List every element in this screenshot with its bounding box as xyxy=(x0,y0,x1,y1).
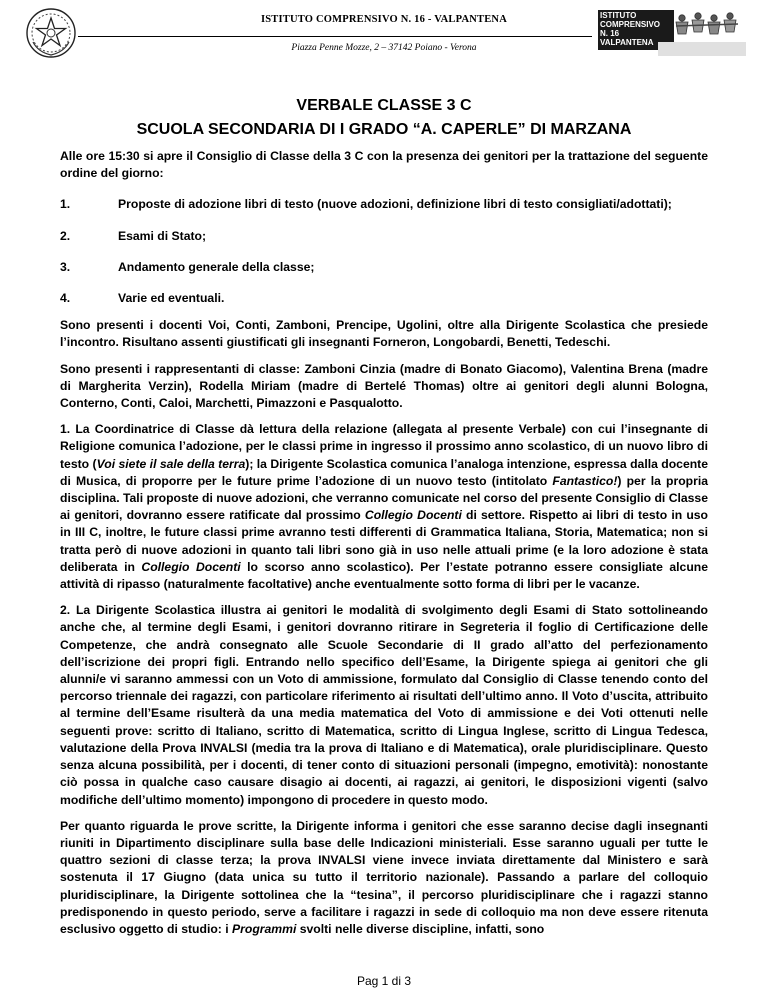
teachers-paragraph: Sono presenti i docenti Voi, Conti, Zamboni, Prencipe, Ugolini, oltre alla Dirigente Scolastica che presiede l’incontro. Risultano assenti giustificati gli insegnanti Forneron, Longobardi, Benetti, Tedeschi. xyxy=(60,318,708,350)
text-run: di settore. Rispetto ai libri di testo in uso in III C, inoltre, le future classi prime avranno testi differenti di Grammatica Italiana, Storia, Matematica; non si tratta però di nuove adozioni in quanto tali libri sono già in uso nelle attuali prime (e la loro adozione è stata deliberata in xyxy=(60,508,708,574)
agenda-number: 3. xyxy=(60,259,71,274)
book-title: Fantastico! xyxy=(552,473,618,488)
agenda-item xyxy=(60,228,708,245)
agenda-text: Varie ed eventuali. xyxy=(118,291,225,306)
italic-term: Programmi xyxy=(232,921,297,936)
agenda-text: Andamento generale della classe; xyxy=(118,259,315,274)
text-run: 1. La Coordinatrice di Classe dà lettura della relazione (allegata al presente Verbale) con cui l’insegnante di Religione comunica l’adozione, per le classi prime in ingresso il prossimo anno scolastico, di un nuovo libro di testo ( xyxy=(60,422,708,471)
item-1-paragraph xyxy=(60,421,708,593)
school-logo xyxy=(598,8,748,58)
item-2-paragraph: 2. La Dirigente Scolastica illustra ai genitori le modalità di svolgimento degli Esami di Stato sottolineando anche che, al termine degli Esami, i genitori dovranno ritirare in Segreteria il foglio di Certificazione delle Competenze, che andrà consegnato alle Scuole Secondarie di II grado all’atto del perfezionamento dell’iscrizione dei propri figli. Entrando nello specifico dell’Esame, la Dirigente spiega ai genitori che gli alunni/e vi saranno ammessi con un Voto di ammissione, formulato dal Consiglio di Classe tenendo conto del percorso triennale dei ragazzi, con particolare riferimento ai risultati dell’ultimo anno. Il Voto d’uscita, attribuito al termine dell’Esame risulterà da una media matematica del Voto di ammissione e dei Voti ottenuti nelle seguenti prove: scritto di Italiano, scritto di Matematica, scritto di Lingua Inglese, scritto di Lingua Tedesca, valutazione della Prova INVALSI (media tra la prova di Italiano e di Matematica), orale pluridisciplinare. Questo senza alcuna possibilità, per i docenti, di tener conto di situazioni personali (impegno, emotività): nonostante ciò possa in qualche caso causare disagio ai docenti, ai ragazzi, ai genitori, le disposizioni vigenti (salvo modifiche dell’ultimo momento) impongono di procedere in questo modo. xyxy=(60,603,708,807)
school-address: Piazza Penne Mozze, 2 – 37142 Poiano - Verona xyxy=(291,43,477,53)
logo-line-4: VALPANTENA xyxy=(600,38,654,47)
document-subtitle: SCUOLA SECONDARIA DI I GRADO “A. CAPERLE” DI MARZANA xyxy=(136,121,632,138)
book-title: Voi siete il sale della terra xyxy=(96,456,246,471)
written-tests-paragraph xyxy=(60,818,708,938)
agenda-number: 4. xyxy=(60,291,71,306)
logo-line-2: COMPRENSIVO xyxy=(600,20,661,29)
logo-line-1: ISTITUTO xyxy=(600,11,637,20)
header-divider xyxy=(78,36,592,37)
text-run: svolti nelle diverse discipline, infatti, sono xyxy=(296,921,545,936)
italic-term: Collegio Docenti xyxy=(364,508,462,523)
page-header xyxy=(0,0,768,80)
document-body xyxy=(60,148,708,947)
agenda-text: Proposte di adozione libri di testo (nuove adozioni, definizione libri di testo consigliati/adottati); xyxy=(118,197,672,212)
text-run: Per quanto riguarda le prove scritte, la Dirigente informa i genitori che esse saranno decise dagli insegnanti riuniti in Dipartimento disciplinare sulla base delle Indicazioni ministeriali. Esse saranno uguali per tutte le quattro sezioni di classe terza; la prova INVALSI viene invece inviata direttamente dal Ministero e sarà sostenuta il 17 Giugno (data unica su tutto il territorio nazionale). Passando a parlare del colloquio pluridisciplinare, la Dirigente sottolinea che la “tesina”, il percorso pluridisciplinare che i ragazzi stanno predisponendo in questo periodo, serve a facilitare i ragazzi in sede di colloquio ma non deve essere ritenuta esclusivo oggetto di studio: i xyxy=(60,818,708,936)
document-title: VERBALE CLASSE 3 C xyxy=(296,97,472,114)
agenda-number: 1. xyxy=(60,197,71,212)
agenda-text: Esami di Stato; xyxy=(118,228,207,243)
text-run: ); la Dirigente Scolastica comunica l’analoga intenzione, espressa dalla docente di Musica, di proporre per le future prime l’adozione di un nuovo testo (intitolato xyxy=(60,456,709,488)
agenda-number: 2. xyxy=(60,228,71,243)
agenda-item xyxy=(60,259,708,276)
intro-paragraph: Alle ore 15:30 si apre il Consiglio di Classe della 3 C con la presenza dei genitori per la trattazione del seguente ordine del giorno: xyxy=(60,149,708,181)
text-run: lo scorso anno scolastico). Per l’estate potranno essere consigliate alcune attività di ripasso (naturalmente facoltative) anche eventualmente sotto forma di libri per le vacanze. xyxy=(60,559,708,592)
logo-text xyxy=(600,11,672,47)
school-name: ISTITUTO COMPRENSIVO N. 16 - VALPANTENA xyxy=(260,14,508,25)
italic-term: Collegio Docenti xyxy=(141,559,241,574)
agenda-item xyxy=(60,196,708,213)
page-number: Pag 1 di 3 xyxy=(356,974,412,988)
text-run: ) per la propria disciplina. Tali proposte di nuove adozioni, che verranno comunicate nel corso del presente Consiglio di Classe ai genitori, dovranno essere ratificate dal prossimo xyxy=(60,473,708,523)
logo-line-3: N. 16 xyxy=(600,29,620,38)
agenda-item xyxy=(60,290,708,307)
representatives-paragraph: Sono presenti i rappresentanti di classe: Zamboni Cinzia (madre di Bonato Giacomo), Valentina Brena (madre di Margherita Verzin), Rodella Miriam (madre di Bertelé Thomas) oltre ai genitori degli alunni Bologna, Conterno, Conti, Caloi, Marchetti, Pimazzoni e Pasqualotto. xyxy=(60,361,708,411)
agenda-list xyxy=(60,196,708,307)
